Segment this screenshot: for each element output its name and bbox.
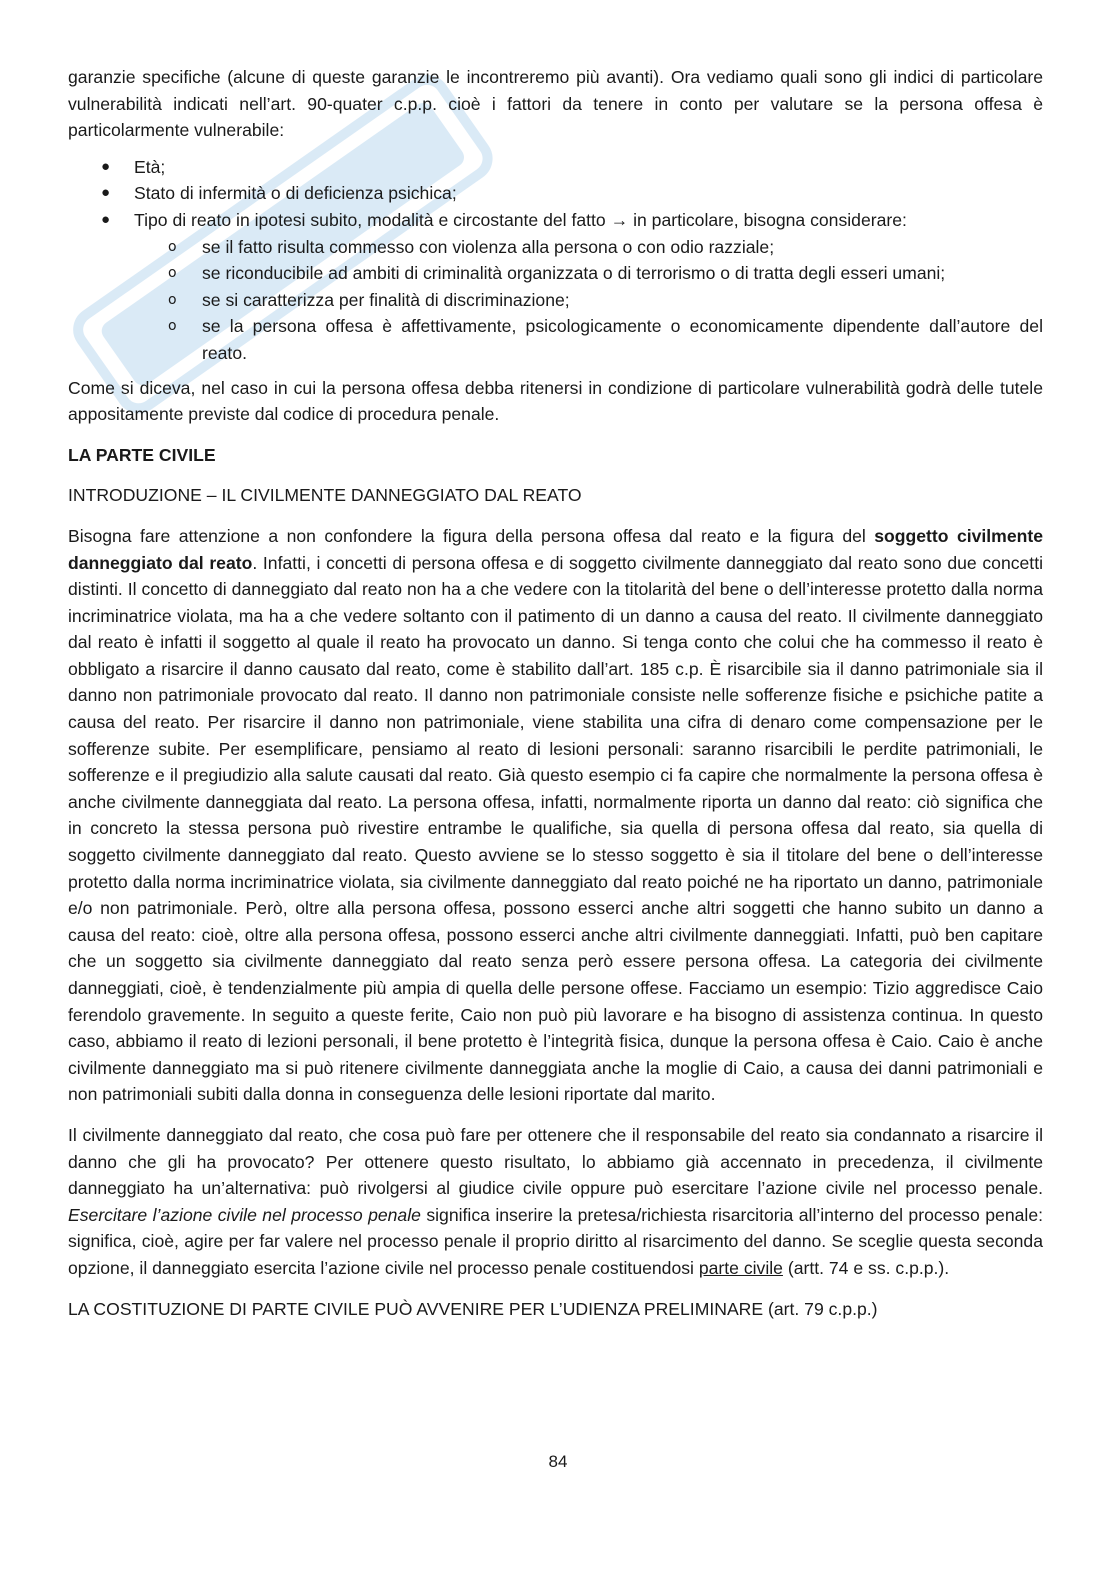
italic-term: Esercitare l’azione civile nel processo penale xyxy=(68,1204,421,1225)
sub-list-item xyxy=(68,287,1043,314)
bullet-icon: ● xyxy=(101,184,111,202)
list-item-text: Tipo di reato in ipotesi subito, modalità e circostante del fatto → in particolare, bisogna considerare: xyxy=(134,209,907,230)
azione-civile-paragraph xyxy=(68,1122,1043,1282)
circle-bullet-icon: o xyxy=(168,238,177,255)
sub-list-item-text: se si caratterizza per finalità di discriminazione; xyxy=(202,289,570,310)
section-heading: LA PARTE CIVILE xyxy=(68,444,216,465)
vulnerability-conclusion-paragraph: Come si diceva, nel caso in cui la persona offesa debba ritenersi in condizione di particolare vulnerabilità godrà delle tutele appositamente previste dal codice di procedura penale. xyxy=(68,377,1043,425)
list-item-text: Età; xyxy=(134,156,166,177)
bold-term: soggetto civilmente danneggiato dal reato xyxy=(68,525,1043,573)
list-item xyxy=(68,154,1043,181)
document-page xyxy=(68,64,1043,1322)
subsection-heading-costituzione: LA COSTITUZIONE DI PARTE CIVILE PUÒ AVVENIRE PER L’UDIENZA PRELIMINARE (art. 79 c.p.p.) xyxy=(68,1298,878,1319)
sub-list-item-text: se la persona offesa è affettivamente, psicologicamente o economicamente dipendente dall’autore del reato. xyxy=(202,316,1043,363)
list-item xyxy=(68,180,1043,207)
main-paragraph xyxy=(68,523,1043,1108)
intro-paragraph: garanzie specifiche (alcune di queste garanzie le incontreremo più avanti). Ora vediamo quali sono gli indici di particolare vulnerabilità indicati nell’art. 90-quater c.p.p. cioè i fattori da tenere in conto per valutare se la persona offesa è particolarmente vulnerabile: xyxy=(68,67,1043,141)
sub-list-item xyxy=(68,260,1043,287)
text-run: Il civilmente danneggiato dal reato, che cosa può fare per ottenere che il responsabile del reato sia condannato a risarcire il danno che gli ha provocato? Per ottenere questo risultato, lo abbiamo già accennato in precedenza, il civilmente danneggiato ha un’alternativa: può rivolgersi al giudice civile oppure può esercitare l’azione civile nel processo penale. xyxy=(68,1124,1043,1199)
sub-list-item xyxy=(68,313,1043,366)
text-run: . Infatti, i concetti di persona offesa e di soggetto civilmente danneggiato dal reato sono due concetti distinti. Il concetto di danneggiato dal reato non ha a che vedere con la titolarità del bene o dell’interesse protetto dalla norma incriminatrice violata, ma ha a che vedere soltanto con il patimento di un danno a causa del reato. Il civilmente danneggiato dal reato è infatti il soggetto al quale il reato ha provocato un danno. Si tenga conto che colui che ha commesso il reato è obbligato a risarcire il danno causato dal reato, come è stabilito dall’art. 185 c.p. È risarcibile sia il danno patrimoniale sia il danno non patrimoniale provocato dal reato. Il danno non patrimoniale consiste nelle sofferenze fisiche e psichiche patite a causa del reato. Per risarcire il danno non patrimoniale, viene stabilita una cifra di denaro come compensazione per le sofferenze subite. Per esemplificare, pensiamo al reato di lesioni personali: saranno risarcibili le perdite patrimoniali, le sofferenze e il pregiudizio alla salute causati dal reato. Già questo esempio ci fa capire che normalmente la persona offesa è anche civilmente danneggiata dal reato. La persona offesa, infatti, normalmente riporta un danno dal reato: ciò significa che in concreto la stessa persona può rivestire entrambe le qualifiche, sia quella di persona offesa dal reato, sia quella di soggetto civilmente danneggiato dal reato. Questo avviene se lo stesso soggetto è sia il titolare del bene o dell’interesse protetto dalla norma incriminatrice violata, sia civilmente danneggiato dal reato poiché ne ha riportato un danno, patrimoniale e/o non patrimoniale. Però, oltre alla persona offesa, possono esserci anche altri soggetti che hanno subito un danno a causa del reato: cioè, oltre alla persona offesa, possono esserci anche altri civilmente danneggiati. Infatti, può ben capitare che un soggetto sia civilmente danneggiato dal reato senza però essere persona offesa. La categoria dei civilmente danneggiati, cioè, è tendenzialmente più ampia di quella delle persone offese. Facciamo un esempio: Tizio aggredisce Caio ferendolo gravemente. In seguito a queste ferite, Caio non può più lavorare e ha bisogno di assistenza continua. In questo caso, abbiamo il reato di lezioni personali, il bene protetto è l’integrità fisica, dunque la persona offesa è Caio. Caio è anche civilmente danneggiato ma si può ritenere civilmente danneggiata anche la moglie di Caio, a causa dei danni patrimoniali e non patrimoniali subiti dalla donna in conseguenza delle lesioni riportate dal marito. xyxy=(68,552,1043,1105)
text-run: Bisogna fare attenzione a non confondere la figura della persona offesa dal reato e la figura del xyxy=(68,525,875,546)
bullet-icon: ● xyxy=(101,157,111,175)
vulnerability-list xyxy=(68,154,1043,367)
circle-bullet-icon: o xyxy=(168,291,177,308)
circle-bullet-icon: o xyxy=(168,318,177,335)
sub-list-item xyxy=(68,234,1043,261)
underlined-term: parte civile xyxy=(698,1257,783,1278)
text-run: significa inserire la pretesa/richiesta risarcitoria all’interno del processo penale: significa, cioè, agire per far valere nel processo penale il proprio diritto al risarcimento del danno. Se sceglie questa seconda opzione, il danneggiato esercita l’azione civile nel processo penale costituendosi xyxy=(68,1204,1043,1278)
text-run: (artt. 74 e ss. c.p.p.). xyxy=(782,1257,950,1278)
subsection-heading: INTRODUZIONE – IL CIVILMENTE DANNEGGIATO DAL REATO xyxy=(68,485,582,506)
page-number: 84 xyxy=(548,1452,568,1471)
circle-bullet-icon: o xyxy=(168,265,177,282)
sub-list-item-text: se il fatto risulta commesso con violenza alla persona o con odio razziale; xyxy=(202,236,775,257)
list-item xyxy=(68,207,1043,367)
sub-list xyxy=(134,234,1043,367)
list-item-text: Stato di infermità o di deficienza psichica; xyxy=(134,183,457,204)
sub-list-item-text: se riconducibile ad ambiti di criminalità organizzata o di terrorismo o di tratta degli esseri umani; xyxy=(202,263,946,284)
bullet-icon: ● xyxy=(101,210,111,228)
